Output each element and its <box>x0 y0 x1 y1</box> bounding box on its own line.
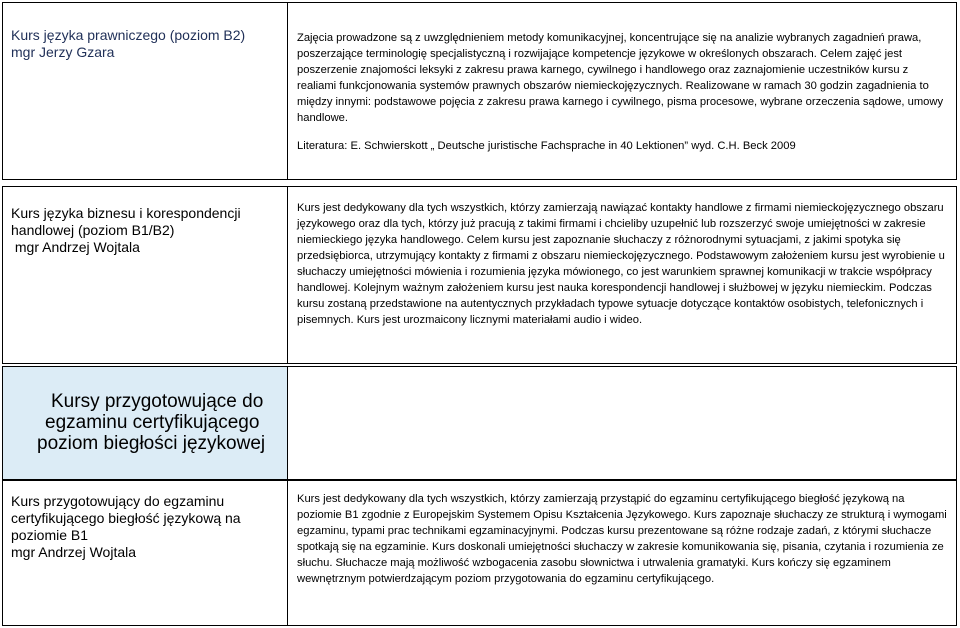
course-description-cell <box>288 481 956 625</box>
course-title-line: Kurs języka biznesu i korespondencji <box>11 205 241 221</box>
section-heading-line: egzaminu certyfikującego <box>45 412 260 433</box>
literature-text: Literatura: E. Schwierskott „ Deutsche juristische Fachsprache in 40 Lektionen” wyd. C.H. Beck 2009 <box>297 140 796 152</box>
course-title-line: Kurs przygotowujący do egzaminu <box>11 493 225 509</box>
course-title-cell <box>3 187 288 363</box>
course-title-line: handlowej (poziom B1/B2) <box>11 222 175 238</box>
description-text: Kurs jest dedykowany dla tych wszystkich, którzy zamierzają przystąpić do egzaminu certyfikującego biegłość językową na poziomie B1 zgodnie z Europejskim Systemem Opisu Kształcenia Językowego. Kurs zapoznaje słuchaczy ze strukturą i wymogami egzaminu, typami prac technikami egzaminacyjnymi. Podczas kursu prezentowane są różne rodzaje zadań, z którymi słuchacze spotkają się na egzaminie. Kurs doskonali umiejętności słuchaczy w zakresie komunikowania się, pisania, czytania i rozumienia ze słuchu. Słuchacze mają możliwość wzbogacenia zasobu słownictwa i utrwalenia gramatyki. Kurs kończy się egzaminem wewnętrznym potwierdzającym poziom przygotowania do egzaminu certyfikującego. <box>297 493 947 585</box>
empty-cell <box>288 367 956 479</box>
course-description <box>297 491 950 587</box>
course-title-line: certyfikującego biegłość językową na <box>11 510 241 526</box>
section-heading-line: Kursy przygotowujące do <box>51 391 264 412</box>
section-heading-line: poziom biegłości językowej <box>37 433 266 454</box>
course-description-cell <box>288 3 956 179</box>
course-description <box>297 200 950 328</box>
course-description <box>297 30 950 154</box>
section-heading-row <box>2 366 957 480</box>
course-title-cell <box>3 3 288 179</box>
course-description-cell <box>288 187 956 363</box>
section-heading <box>37 391 281 454</box>
course-title <box>11 493 241 561</box>
course-title <box>11 27 245 61</box>
course-title-line: poziomie B1 <box>11 527 89 543</box>
course-instructor: mgr Andrzej Wojtala <box>11 544 137 560</box>
section-heading-cell <box>3 367 288 479</box>
course-title-cell <box>3 481 288 625</box>
description-text: Kurs jest dedykowany dla tych wszystkich, którzy zamierzają nawiązać kontakty handlowe z firmami niemieckojęzycznego obszaru językowego oraz dla tych, którzy już pracują z takimi firmami i chcieliby uzupełnić lub rozszerzyć swoje umiejętności w zakresie niemieckiego języka handlowego. Celem kursu jest zapoznanie słuchaczy z różnorodnymi sytuacjami, z jakimi spotyka się przedsiębiorca, utrzymujący kontakty z firmami z obszaru niemieckojęzycznego. Podstawowym założeniem kursu jest wyrobienie u słuchaczy umiejętności mówienia i rozumienia języka mówionego, co jest warunkiem sprawnej komunikacji w trakcie współpracy handlowej. Kolejnym ważnym założeniem kursu jest nauka korespondencji handlowej i służbowej w języku niemieckim. Podczas kursu zostaną przedstawione na autentycznych przykładach typowe sytuacje dotyczące kontaktów osobistych, telefonicznych i pisemnych. Kurs jest urozmaicony licznymi materiałami audio i wideo. <box>297 202 945 326</box>
course-title-line: Kurs języka prawniczego (poziom B2) <box>11 27 246 43</box>
course-instructor: mgr Jerzy Gzara <box>11 44 115 60</box>
course-instructor: mgr Andrzej Wojtala <box>11 239 140 255</box>
course-row-legal-language <box>2 2 957 180</box>
course-row-b1-exam <box>2 480 957 626</box>
description-text: Zajęcia prowadzone są z uwzględnieniem metody komunikacyjnej, koncentrujące się na analizie wybranych zagadnień prawa, poszerzające terminologię specjalistyczną i rozwijające kompetencje językowe w określonych obszarach. Celem zajęć jest poszerzenie znajomości leksyki z zakresu prawa karnego, cywilnego i handlowego oraz zaznajomienie uczestników kursu z realiami funkcjonowania systemów prawnych obszarów niemieckojęzycznych. Realizowane w ramach 30 godzin zagadnienia to między innymi: podstawowe pojęcia z zakresu prawa karnego i cywilnego, pisma procesowe, wybrane orzeczenia sądowe, umowy handlowe. <box>297 32 944 124</box>
course-row-business-language <box>2 186 957 364</box>
course-title <box>11 205 241 256</box>
